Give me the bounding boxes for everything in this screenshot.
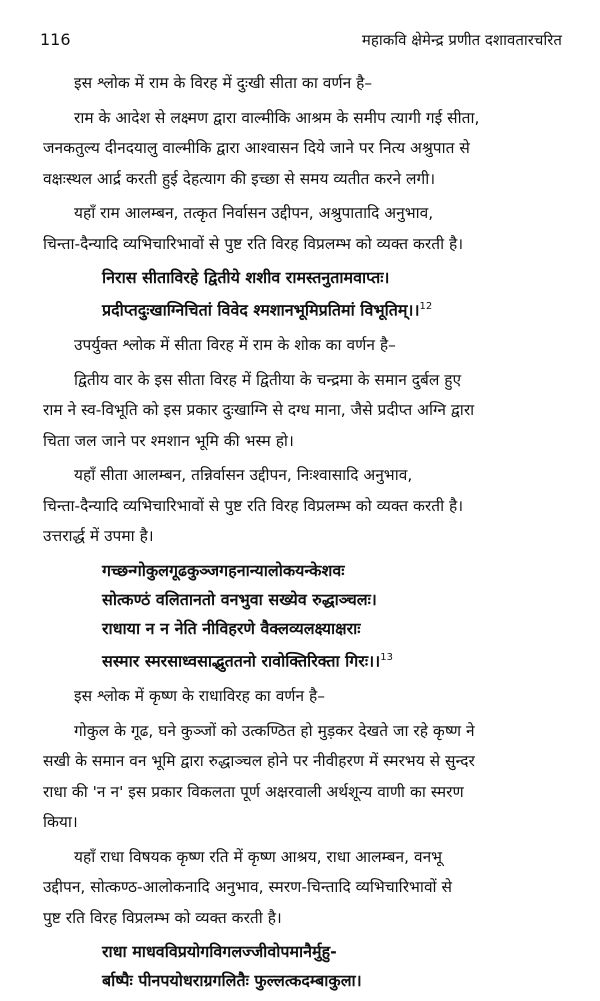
paragraph — [43, 103, 562, 195]
verse — [102, 556, 562, 675]
paragraph-line: गोकुल के गूढ, घने कुञ्जों को उत्कण्ठित हो मुड़कर देखते जा रहे कृष्ण ने — [74, 721, 475, 740]
verse-text: गच्छन्गोकुलगूढकुञ्जगहनान्यालोकयन्केशवः — [102, 560, 345, 580]
verse-line — [102, 292, 562, 324]
paragraph-line: किया। — [43, 813, 78, 832]
paragraph-line: यहाँ सीता आलम्बन, तन्निर्वासन उद्दीपन, निःश्वासादि अनुभाव, — [74, 466, 413, 485]
verse-line — [102, 556, 562, 585]
paragraph — [43, 842, 562, 934]
footnote-marker: 12 — [419, 301, 433, 312]
paragraph-line: द्वितीय वार के इस सीता विरह में द्वितीया के चन्द्रमा के समान दुर्बल हुए — [74, 370, 462, 389]
verse-line — [102, 263, 562, 292]
verse — [102, 937, 562, 995]
page-body — [43, 68, 562, 1001]
paragraph-line: राधा की 'न न' इस प्रकार विकलता पूर्ण अक्षरवाली अर्थशून्य वाणी का स्मरण — [43, 782, 464, 801]
verse-text: राधा माधवविप्रयोगविगलज्जीवोपमानैर्मुहु- — [102, 942, 337, 962]
paragraph — [74, 330, 562, 361]
verse-line — [102, 966, 562, 995]
paragraph-line: इस श्लोक में कृष्ण के राधाविरह का वर्णन है– — [74, 687, 326, 706]
paragraph — [74, 68, 562, 99]
verse — [102, 263, 562, 324]
paragraph — [43, 198, 562, 259]
paragraph-line: इस श्लोक में राम के विरह में दुःखी सीता का वर्णन है– — [74, 74, 373, 92]
paragraph-line: चिता जल जाने पर श्मशान भूमि की भस्म हो। — [43, 431, 294, 450]
paragraph-line: उत्तरार्द्ध में उपमा है। — [43, 527, 154, 546]
paragraph-line: पुष्ट रति विरह विप्रलम्भ को व्यक्त करती है। — [43, 908, 282, 927]
verse-line — [102, 643, 562, 675]
paragraph-line: उद्दीपन, सोत्कण्ठ-आलोकनादि अनुभाव, स्मरण-चिन्तादि व्यभिचारिभावों से — [43, 878, 452, 897]
verse-text: राधाया न न नेति नीविहरणे वैक्लव्यलक्ष्याक्षराः — [102, 618, 361, 638]
verse-text: सोत्कण्ठं वलितानतो वनभुवा सख्येव रुद्धाञ्चलः। — [102, 589, 377, 609]
paragraph-line: जनकतुल्य दीनदयालु वाल्मीकि द्वारा आश्वासन दिये जाने पर नित्य अश्रुपात से — [43, 139, 470, 157]
footnote-marker: 13 — [380, 651, 393, 663]
verse-text: निरास सीताविरहे द्वितीये शशीव रामस्तनुतामवाप्तः। — [102, 268, 390, 287]
verse-line — [102, 937, 562, 966]
page-number: 116 — [40, 30, 71, 49]
running-title: महाकवि क्षेमेन्द्र प्रणीत दशावतारचरित — [361, 31, 562, 49]
paragraph-line: यहाँ राम आलम्बन, तत्कृत निर्वासन उद्दीपन, अश्रुपातादि अनुभाव, — [74, 204, 434, 222]
paragraph — [43, 460, 562, 552]
paragraph-line: राम ने स्व-विभूति को इस प्रकार दुःखाग्नि से दग्ध माना, जैसे प्रदीप्त अग्नि द्वारा — [43, 401, 475, 420]
verse-line — [102, 614, 562, 643]
paragraph-line: चिन्ता-दैन्यादि व्यभिचारिभावों से पुष्ट रति विरह विप्रलम्भ को व्यक्त करती है। — [43, 496, 464, 515]
paragraph — [43, 365, 562, 457]
verse-text: र्बाष्पैः पीनपयोधराग्रगलितैः फुल्लत्कदम्बाकुला। — [102, 971, 362, 991]
paragraph-line: चिन्ता-दैन्यादि व्यभिचारिभावों से पुष्ट रति विरह विप्रलम्भ को व्यक्त करती है। — [43, 234, 464, 253]
paragraph-line: राम के आदेश से लक्ष्मण द्वारा वाल्मीकि आश्रम के समीप त्यागी गई सीता, — [74, 108, 480, 127]
paragraph — [43, 716, 562, 838]
page-header — [40, 30, 562, 54]
paragraph-line: उपर्युक्त श्लोक में सीता विरह में राम के शोक का वर्णन है– — [74, 336, 396, 355]
paragraph-line: वक्षःस्थल आर्द्र करती हुई देहत्याग की इच्छा से समय व्यतीत करने लगी। — [43, 169, 436, 188]
verse-text: प्रदीप्तदुःखाग्निचितां विवेद श्मशानभूमिप्रतिमां विभूतिम्।। — [102, 300, 420, 320]
verse-line — [102, 585, 562, 614]
paragraph — [74, 681, 562, 712]
paragraph-line: सखी के समान वन भूमि द्वारा रुद्धाञ्चल होने पर नीवीहरण में स्मरभय से सुन्दर — [43, 752, 475, 771]
verse-text: सस्मार स्मरसाध्वसाद्भुततनो रावोक्तिरिक्ता गिरः।। — [102, 651, 381, 671]
paragraph-line: यहाँ राधा विषयक कृष्ण रति में कृष्ण आश्रय, राधा आलम्बन, वनभू — [74, 847, 443, 866]
